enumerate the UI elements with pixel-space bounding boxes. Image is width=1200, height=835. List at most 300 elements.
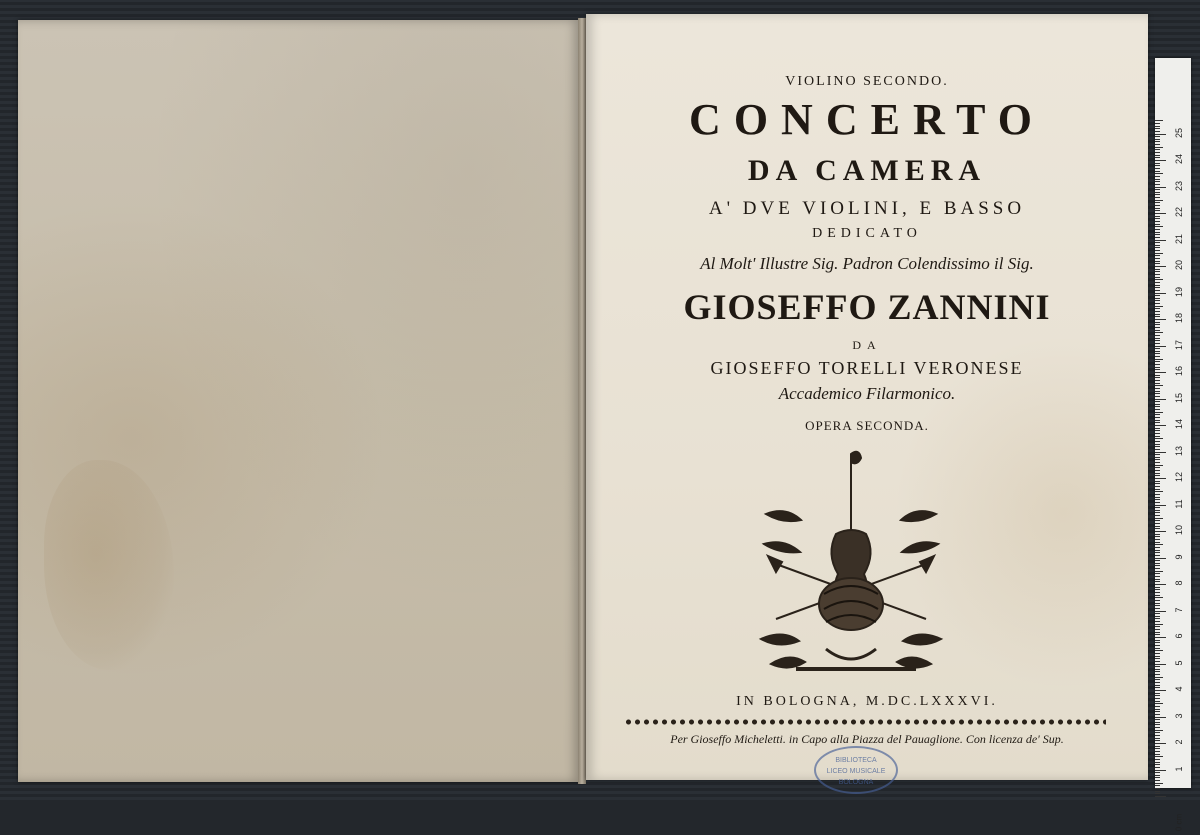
ruler-tick: [1155, 173, 1163, 174]
ruler-tick: [1155, 563, 1160, 564]
ruler-tick: [1155, 520, 1160, 521]
ruler-tick: [1155, 126, 1160, 127]
ruler-number: 11: [1174, 498, 1184, 509]
ruler-tick: [1155, 512, 1160, 513]
stamp-line-1: BIBLIOTECA: [835, 757, 877, 764]
ruler-tick: [1155, 536, 1160, 537]
ruler-number: 13: [1174, 445, 1184, 456]
ruler-tick: [1155, 213, 1166, 214]
ruler-tick: [1155, 497, 1160, 498]
ruler-tick: [1155, 295, 1160, 296]
ruler-tick: [1155, 303, 1160, 304]
ruler-tick: [1155, 393, 1160, 394]
ruler-tick: [1155, 505, 1166, 506]
ruler-tick: [1155, 134, 1166, 135]
ruler-tick: [1155, 544, 1163, 545]
ruler-tick: [1155, 735, 1160, 736]
ruler-tick: [1155, 197, 1160, 198]
ruler-tick: [1155, 494, 1160, 495]
ruler-tick: [1155, 621, 1160, 622]
ruler-tick: [1155, 743, 1166, 744]
ruler-tick: [1155, 658, 1160, 659]
ruler-tick: [1155, 629, 1160, 630]
ruler-tick: [1155, 287, 1160, 288]
ruler-tick: [1155, 157, 1160, 158]
ruler-tick: [1155, 452, 1166, 453]
ruler-tick: [1155, 165, 1160, 166]
ruler-tick: [1155, 703, 1163, 704]
main-title: CONCERTO: [689, 95, 1045, 144]
ruler-tick: [1155, 255, 1160, 256]
ruler-tick: [1155, 120, 1163, 121]
ruler-tick: [1155, 229, 1160, 230]
ruler-tick: [1155, 756, 1163, 757]
ruler-tick: [1155, 353, 1160, 354]
ruler-tick: [1155, 340, 1160, 341]
ruler-tick: [1155, 483, 1160, 484]
ruler-tick: [1155, 226, 1163, 227]
ruler-tick: [1155, 335, 1160, 336]
ruler-tick: [1155, 242, 1160, 243]
ruler-number: 8: [1174, 580, 1184, 586]
ruler-tick: [1155, 791, 1160, 792]
ruler-tick: [1155, 669, 1160, 670]
ruler-tick: [1155, 311, 1160, 312]
ruler-tick: [1155, 671, 1160, 672]
ruler-tick: [1155, 187, 1166, 188]
ruler-tick: [1155, 685, 1160, 686]
ruler-tick: [1155, 277, 1160, 278]
ruler-tick: [1155, 653, 1160, 654]
ruler-number: 20: [1174, 260, 1184, 271]
ruler-tick: [1155, 319, 1166, 320]
ruler-tick: [1155, 131, 1160, 132]
ruler-tick: [1155, 189, 1160, 190]
ruler-tick: [1155, 308, 1160, 309]
ruler-tick: [1155, 719, 1160, 720]
ruler-tick: [1155, 316, 1160, 317]
ruler-tick: [1155, 714, 1160, 715]
ruler-tick: [1155, 547, 1160, 548]
ruler-tick: [1155, 300, 1160, 301]
ruler-tick: [1155, 664, 1166, 665]
ruler-tick: [1155, 224, 1160, 225]
ruler-tick: [1155, 754, 1160, 755]
ruler-tick: [1155, 338, 1160, 339]
ruler-tick: [1155, 732, 1160, 733]
ruler-tick: [1155, 579, 1160, 580]
ruler-tick: [1155, 510, 1160, 511]
ruler-tick: [1155, 391, 1160, 392]
ruler-tick: [1155, 438, 1163, 439]
water-stain: [44, 460, 174, 670]
ruler-tick: [1155, 181, 1160, 182]
ruler-tick: [1155, 361, 1160, 362]
ruler-tick: [1155, 661, 1160, 662]
ruler-tick: [1155, 640, 1160, 641]
ruler-number: 9: [1174, 554, 1184, 560]
ruler-tick: [1155, 208, 1160, 209]
book-spine: [578, 18, 586, 784]
ruler-tick: [1155, 372, 1166, 373]
ruler-tick: [1155, 128, 1160, 129]
ruler-tick: [1155, 542, 1160, 543]
ruler-tick: [1155, 436, 1160, 437]
ruler-tick: [1155, 369, 1160, 370]
ruler-number: 4: [1174, 686, 1184, 692]
ruler-unit-label: 0 cm: [1174, 813, 1184, 832]
ruler-tick: [1155, 595, 1160, 596]
ruler-tick: [1155, 788, 1160, 789]
ruler-tick: [1155, 216, 1160, 217]
library-stamp: [814, 746, 898, 794]
ruler-tick: [1155, 534, 1160, 535]
ruler-tick: [1155, 367, 1160, 368]
ruler-tick: [1155, 412, 1163, 413]
ruler-tick: [1155, 589, 1160, 590]
ruler-tick: [1155, 343, 1160, 344]
ruler-tick: [1155, 269, 1160, 270]
ruler-tick: [1155, 356, 1160, 357]
ruler-tick: [1155, 738, 1160, 739]
ruler-number: 24: [1174, 154, 1184, 165]
ruler-number: 10: [1174, 525, 1184, 536]
ruler-tick: [1155, 693, 1160, 694]
ruler-tick: [1155, 634, 1160, 635]
ruler-tick: [1155, 258, 1160, 259]
ruler-tick: [1155, 746, 1160, 747]
ruler-tick: [1155, 465, 1163, 466]
ruler-tick: [1155, 152, 1160, 153]
ruler-tick: [1155, 632, 1160, 633]
ruler-tick: [1155, 592, 1160, 593]
ruler-tick: [1155, 624, 1163, 625]
ruler-tick: [1155, 364, 1160, 365]
ruler-tick: [1155, 698, 1160, 699]
ruler-tick: [1155, 383, 1160, 384]
ruler-tick: [1155, 656, 1160, 657]
ruler-tick: [1155, 399, 1166, 400]
measuring-ruler: [1155, 58, 1191, 832]
ruler-tick: [1155, 576, 1160, 577]
ruler-tick: [1155, 470, 1160, 471]
place-and-date: IN BOLOGNA, M.DC.LXXXVI.: [736, 694, 998, 709]
ornamental-rule: [624, 717, 1106, 727]
ruler-tick: [1155, 526, 1160, 527]
ruler-tick: [1155, 192, 1160, 193]
ruler-tick: [1155, 346, 1166, 347]
ruler-tick: [1155, 322, 1160, 323]
ruler-tick: [1155, 637, 1166, 638]
ruler-tick: [1155, 600, 1160, 601]
ruler-tick: [1155, 775, 1160, 776]
ruler-tick: [1155, 274, 1160, 275]
ruler-tick: [1155, 486, 1160, 487]
scoring-line: A' DVE VIOLINI, E BASSO: [708, 198, 1026, 219]
ruler-tick: [1155, 428, 1160, 429]
ruler-number: 23: [1174, 180, 1184, 191]
ruler-tick: [1155, 550, 1160, 551]
ruler-tick: [1155, 348, 1160, 349]
ruler-tick: [1155, 401, 1160, 402]
musical-instruments-trophy-emblem-icon: [746, 444, 956, 684]
ruler-tick: [1155, 473, 1160, 474]
ruler-tick: [1155, 780, 1160, 781]
ruler-tick: [1155, 194, 1160, 195]
ruler-tick: [1155, 796, 1166, 797]
ruler-tick: [1155, 478, 1166, 479]
ruler-tick: [1155, 420, 1160, 421]
ruler-tick: [1155, 727, 1160, 728]
ruler-tick: [1155, 409, 1160, 410]
ruler-tick: [1155, 359, 1163, 360]
ruler-tick: [1155, 674, 1160, 675]
ruler-tick: [1155, 163, 1160, 164]
ruler-tick: [1155, 282, 1160, 283]
ruler-tick: [1155, 263, 1160, 264]
ruler-tick: [1155, 555, 1160, 556]
ruler-tick: [1155, 155, 1160, 156]
ruler-tick: [1155, 425, 1166, 426]
ruler-tick: [1155, 552, 1160, 553]
voice-part-label: VIOLINO SECONDO.: [785, 74, 949, 89]
ruler-tick: [1155, 245, 1160, 246]
front-cover-inside: [18, 20, 580, 782]
ruler-tick: [1155, 250, 1160, 251]
ruler-tick: [1155, 454, 1160, 455]
ruler-tick: [1155, 648, 1160, 649]
ruler-number: 5: [1174, 660, 1184, 666]
ruler-tick: [1155, 240, 1166, 241]
ruler-tick: [1155, 584, 1166, 585]
ruler-tick: [1155, 306, 1163, 307]
ruler-tick: [1155, 327, 1160, 328]
ruler-tick: [1155, 666, 1160, 667]
ruler-tick: [1155, 502, 1160, 503]
ruler-tick: [1155, 136, 1160, 137]
composer-name: GIOSEFFO TORELLI VERONESE: [710, 358, 1024, 378]
ruler-tick: [1155, 748, 1160, 749]
ruler-tick: [1155, 330, 1160, 331]
ruler-tick: [1155, 380, 1160, 381]
ruler-tick: [1155, 247, 1160, 248]
ruler-tick: [1155, 528, 1160, 529]
ruler-tick: [1155, 149, 1160, 150]
composer-affiliation: Accademico Filarmonico.: [778, 384, 956, 403]
ruler-tick: [1155, 139, 1160, 140]
ruler-tick: [1155, 611, 1166, 612]
ruler-tick: [1155, 446, 1160, 447]
ruler-tick: [1155, 626, 1160, 627]
ruler-tick: [1155, 568, 1160, 569]
ruler-tick: [1155, 605, 1160, 606]
ruler-number: 18: [1174, 313, 1184, 324]
ruler-tick: [1155, 730, 1163, 731]
ruler-tick: [1155, 772, 1160, 773]
dedicatee-name: GIOSEFFO ZANNINI: [683, 287, 1051, 327]
ruler-tick: [1155, 717, 1166, 718]
ruler-number: 21: [1174, 233, 1184, 244]
ruler-tick: [1155, 467, 1160, 468]
ruler-tick: [1155, 462, 1160, 463]
ruler-tick: [1155, 176, 1160, 177]
ruler-tick: [1155, 285, 1160, 286]
ruler-tick: [1155, 618, 1160, 619]
ruler-tick: [1155, 475, 1160, 476]
ruler-tick: [1155, 608, 1160, 609]
ruler-tick: [1155, 560, 1160, 561]
ruler-tick: [1155, 764, 1160, 765]
ruler-number: 15: [1174, 392, 1184, 403]
ruler-tick: [1155, 449, 1160, 450]
ruler-tick: [1155, 724, 1160, 725]
ruler-tick: [1155, 613, 1160, 614]
ruler-tick: [1155, 375, 1160, 376]
ruler-number: 25: [1174, 127, 1184, 138]
subtitle: DA CAMERA: [747, 154, 987, 187]
ruler-tick: [1155, 650, 1163, 651]
stamp-line-2: LICEO MUSICALE: [826, 768, 886, 775]
ruler-tick: [1155, 253, 1163, 254]
ruler-tick: [1155, 221, 1160, 222]
ruler-tick: [1155, 232, 1160, 233]
ruler-number: 6: [1174, 633, 1184, 639]
ruler-tick: [1155, 706, 1160, 707]
ruler-tick: [1155, 531, 1166, 532]
ruler-tick: [1155, 491, 1163, 492]
printer-imprint: Per Gioseffo Micheletti. in Capo alla Piazza del Pauaglione. Con licenza de' Sup.: [670, 732, 1064, 746]
ruler-tick: [1155, 616, 1160, 617]
ruler-tick: [1155, 677, 1163, 678]
ruler-tick: [1155, 351, 1160, 352]
ruler-tick: [1155, 722, 1160, 723]
ruler-tick: [1155, 261, 1160, 262]
ruler-tick: [1155, 396, 1160, 397]
ruler-tick: [1155, 234, 1160, 235]
ruler-tick: [1155, 515, 1160, 516]
ruler-tick: [1155, 785, 1160, 786]
ruler-tick: [1155, 539, 1160, 540]
ruler-number: 7: [1174, 607, 1184, 613]
ruler-tick: [1155, 144, 1160, 145]
ruler-tick: [1155, 414, 1160, 415]
ruler-tick: [1155, 459, 1160, 460]
ruler-tick: [1155, 147, 1163, 148]
ruler-tick: [1155, 751, 1160, 752]
ruler-tick: [1155, 237, 1160, 238]
ruler-tick: [1155, 518, 1163, 519]
ruler-number: 19: [1174, 286, 1184, 297]
ruler-tick: [1155, 489, 1160, 490]
ruler-tick: [1155, 430, 1160, 431]
ruler-number: 2: [1174, 739, 1184, 745]
ruler-tick: [1155, 385, 1163, 386]
ruler-number: 14: [1174, 419, 1184, 430]
ruler-tick: [1155, 587, 1160, 588]
ruler-tick: [1155, 202, 1160, 203]
ruler-tick: [1155, 759, 1160, 760]
ruler-tick: [1155, 701, 1160, 702]
title-page: [586, 14, 1148, 786]
ruler-tick: [1155, 767, 1160, 768]
ruler-tick: [1155, 160, 1166, 161]
ruler-tick: [1155, 205, 1160, 206]
ruler-tick: [1155, 762, 1160, 763]
ruler-tick: [1155, 168, 1160, 169]
ruler-number: 12: [1174, 472, 1184, 483]
ruler-tick: [1155, 597, 1163, 598]
ruler-tick: [1155, 690, 1166, 691]
ruler-tick: [1155, 417, 1160, 418]
ruler-tick: [1155, 171, 1160, 172]
ruler-tick: [1155, 314, 1160, 315]
ruler-tick: [1155, 783, 1163, 784]
by-label: DA: [852, 338, 882, 352]
ruler-tick: [1155, 565, 1160, 566]
library-stamp-icon: [816, 748, 896, 792]
ruler-tick: [1155, 687, 1160, 688]
ruler-tick: [1155, 210, 1160, 211]
ruler-tick: [1155, 279, 1163, 280]
dedication-line: Al Molt' Illustre Sig. Padron Colendissimo il Sig.: [700, 254, 1034, 273]
ruler-number: 16: [1174, 366, 1184, 377]
ruler-tick: [1155, 603, 1160, 604]
ruler-tick: [1155, 558, 1166, 559]
ruler-tick: [1155, 457, 1160, 458]
ruler-tick: [1155, 271, 1160, 272]
ruler-tick: [1155, 422, 1160, 423]
ruler-tick: [1155, 507, 1160, 508]
ruler-number: 3: [1174, 713, 1184, 719]
ruler-tick: [1155, 293, 1166, 294]
ruler-tick: [1155, 793, 1160, 794]
ruler-number: 1: [1174, 766, 1184, 772]
ruler-tick: [1155, 682, 1160, 683]
ruler-tick: [1155, 441, 1160, 442]
ruler-tick: [1155, 266, 1166, 267]
ruler-tick: [1155, 184, 1160, 185]
ruler-tick: [1155, 709, 1160, 710]
ruler-tick: [1155, 679, 1160, 680]
ruler-tick: [1155, 406, 1160, 407]
ruler-tick: [1155, 642, 1160, 643]
ruler-tick: [1155, 645, 1160, 646]
ruler-number: 17: [1174, 339, 1184, 350]
ruler-tick: [1155, 581, 1160, 582]
ruler-tick: [1155, 499, 1160, 500]
ruler-tick: [1155, 770, 1166, 771]
ruler-tick: [1155, 404, 1160, 405]
opus-number: OPERA SECONDA.: [805, 418, 929, 433]
ruler-tick: [1155, 388, 1160, 389]
ruler-tick: [1155, 523, 1160, 524]
ruler-tick: [1155, 573, 1160, 574]
ruler-tick: [1155, 777, 1160, 778]
ruler-tick: [1155, 433, 1160, 434]
ruler-tick: [1155, 377, 1160, 378]
ruler-tick: [1155, 298, 1160, 299]
ruler-tick: [1155, 290, 1160, 291]
ruler-tick: [1155, 179, 1160, 180]
ruler-tick: [1155, 740, 1160, 741]
ruler-tick: [1155, 123, 1160, 124]
ruler-tick: [1155, 324, 1160, 325]
ruler-tick: [1155, 218, 1160, 219]
ruler-tick: [1155, 200, 1163, 201]
ruler-tick: [1155, 141, 1160, 142]
ruler-tick: [1155, 332, 1163, 333]
ruler-number: 22: [1174, 207, 1184, 218]
